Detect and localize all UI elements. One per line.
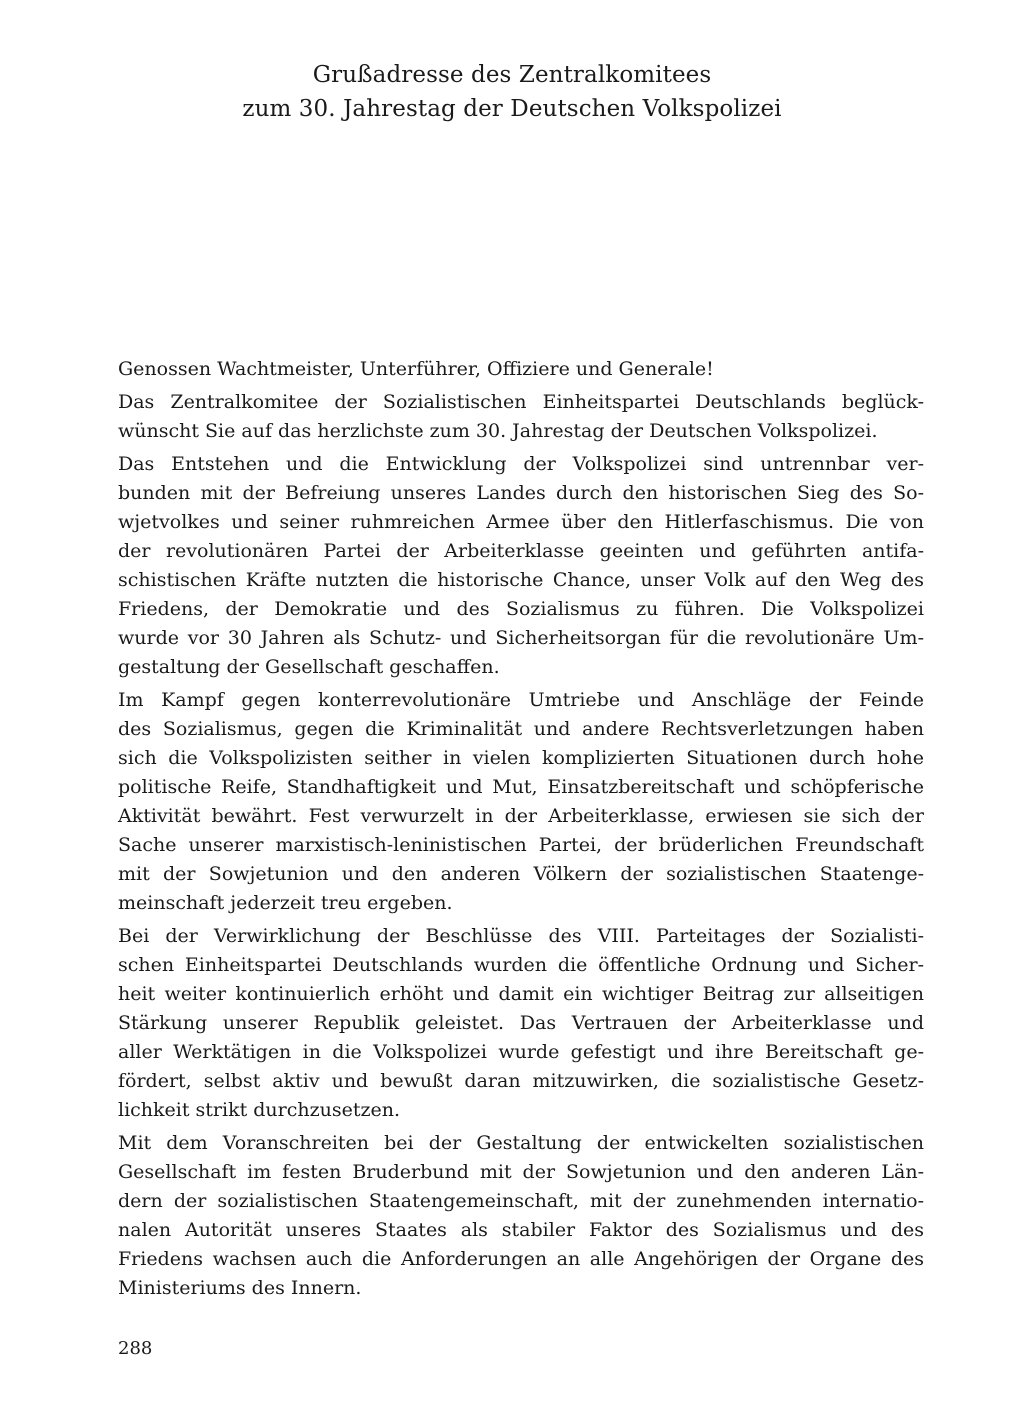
text-line: Stärkung unserer Republik geleistet. Das Vertrauen der Arbeiterklasse und — [118, 1012, 924, 1034]
text-line: Friedens, der Demokratie und des Sozialismus zu führen. Die Volkspolizei — [118, 598, 924, 620]
text-line: politische Reife, Standhaftigkeit und Mut, Einsatzbereitschaft und schöpferische — [118, 776, 924, 798]
paragraph — [118, 1129, 924, 1303]
text-line: fördert, selbst aktiv und bewußt daran mitzuwirken, die sozialistische Gesetz- — [118, 1070, 924, 1092]
text-line: lichkeit strikt durchzusetzen. — [118, 1099, 401, 1121]
text-line: meinschaft jederzeit treu ergeben. — [118, 892, 453, 914]
text-line: Sache unserer marxistisch-leninistischen Partei, der brüderlichen Freundschaft — [118, 834, 924, 856]
text-line: Bei der Verwirklichung der Beschlüsse des VIII. Parteitages der Sozialisti- — [118, 925, 924, 947]
text-line: Im Kampf gegen konterrevolutionäre Umtriebe und Anschläge der Feinde — [118, 689, 924, 711]
document-title — [0, 58, 1024, 126]
text-line: Genossen Wachtmeister, Unterführer, Offiziere und Generale! — [118, 358, 714, 380]
text-line: sich die Volkspolizisten seither in vielen komplizierten Situationen durch hohe — [118, 747, 924, 769]
text-line: Das Zentralkomitee der Sozialistischen Einheitspartei Deutschlands beglück- — [118, 391, 924, 413]
paragraph — [118, 450, 924, 682]
text-line: der revolutionären Partei der Arbeiterklasse geeinten und geführten antifa- — [118, 540, 924, 562]
text-line: wurde vor 30 Jahren als Schutz- und Sicherheitsorgan für die revolutionäre Um- — [118, 627, 924, 649]
text-line: dern der sozialistischen Staatengemeinschaft, mit der zunehmenden internatio- — [118, 1190, 924, 1212]
paragraph — [118, 355, 924, 384]
text-line: nalen Autorität unseres Staates als stabiler Faktor des Sozialismus und des — [118, 1219, 924, 1241]
paragraph — [118, 686, 924, 918]
body-text — [118, 355, 924, 1303]
text-line: schen Einheitspartei Deutschlands wurden die öffentliche Ordnung und Sicher- — [118, 954, 924, 976]
text-line: Das Entstehen und die Entwicklung der Volkspolizei sind untrennbar ver- — [118, 453, 924, 475]
text-line: Friedens wachsen auch die Anforderungen an alle Angehörigen der Organe des — [118, 1248, 924, 1270]
text-line: heit weiter kontinuierlich erhöht und damit ein wichtiger Beitrag zur allseitigen — [118, 983, 924, 1005]
paragraph — [118, 388, 924, 446]
text-line: Ministeriums des Innern. — [118, 1277, 362, 1299]
text-line: wjetvolkes und seiner ruhmreichen Armee über den Hitlerfaschismus. Die von — [118, 511, 924, 533]
text-line: aller Werktätigen in die Volkspolizei wurde gefestigt und ihre Bereitschaft ge- — [118, 1041, 924, 1063]
title-line-2: zum 30. Jahrestag der Deutschen Volkspolizei — [242, 96, 782, 122]
text-line: Aktivität bewährt. Fest verwurzelt in der Arbeiterklasse, erwiesen sie sich der — [118, 805, 924, 827]
page-number: 288 — [118, 1338, 153, 1359]
text-line: schistischen Kräfte nutzten die historische Chance, unser Volk auf den Weg des — [118, 569, 924, 591]
text-line: Mit dem Voranschreiten bei der Gestaltung der entwickelten sozialistischen — [118, 1132, 924, 1154]
text-line: wünscht Sie auf das herzlichste zum 30. Jahrestag der Deutschen Volkspolizei. — [118, 420, 878, 442]
text-line: Gesellschaft im festen Bruderbund mit der Sowjetunion und den anderen Län- — [118, 1161, 924, 1183]
text-line: gestaltung der Gesellschaft geschaffen. — [118, 656, 500, 678]
text-line: mit der Sowjetunion und den anderen Völkern der sozialistischen Staatenge- — [118, 863, 924, 885]
text-line: des Sozialismus, gegen die Kriminalität und andere Rechtsverletzungen haben — [118, 718, 924, 740]
paragraph — [118, 922, 924, 1125]
title-line-1: Grußadresse des Zentralkomitees — [312, 62, 712, 88]
text-line: bunden mit der Befreiung unseres Landes durch den historischen Sieg des So- — [118, 482, 924, 504]
